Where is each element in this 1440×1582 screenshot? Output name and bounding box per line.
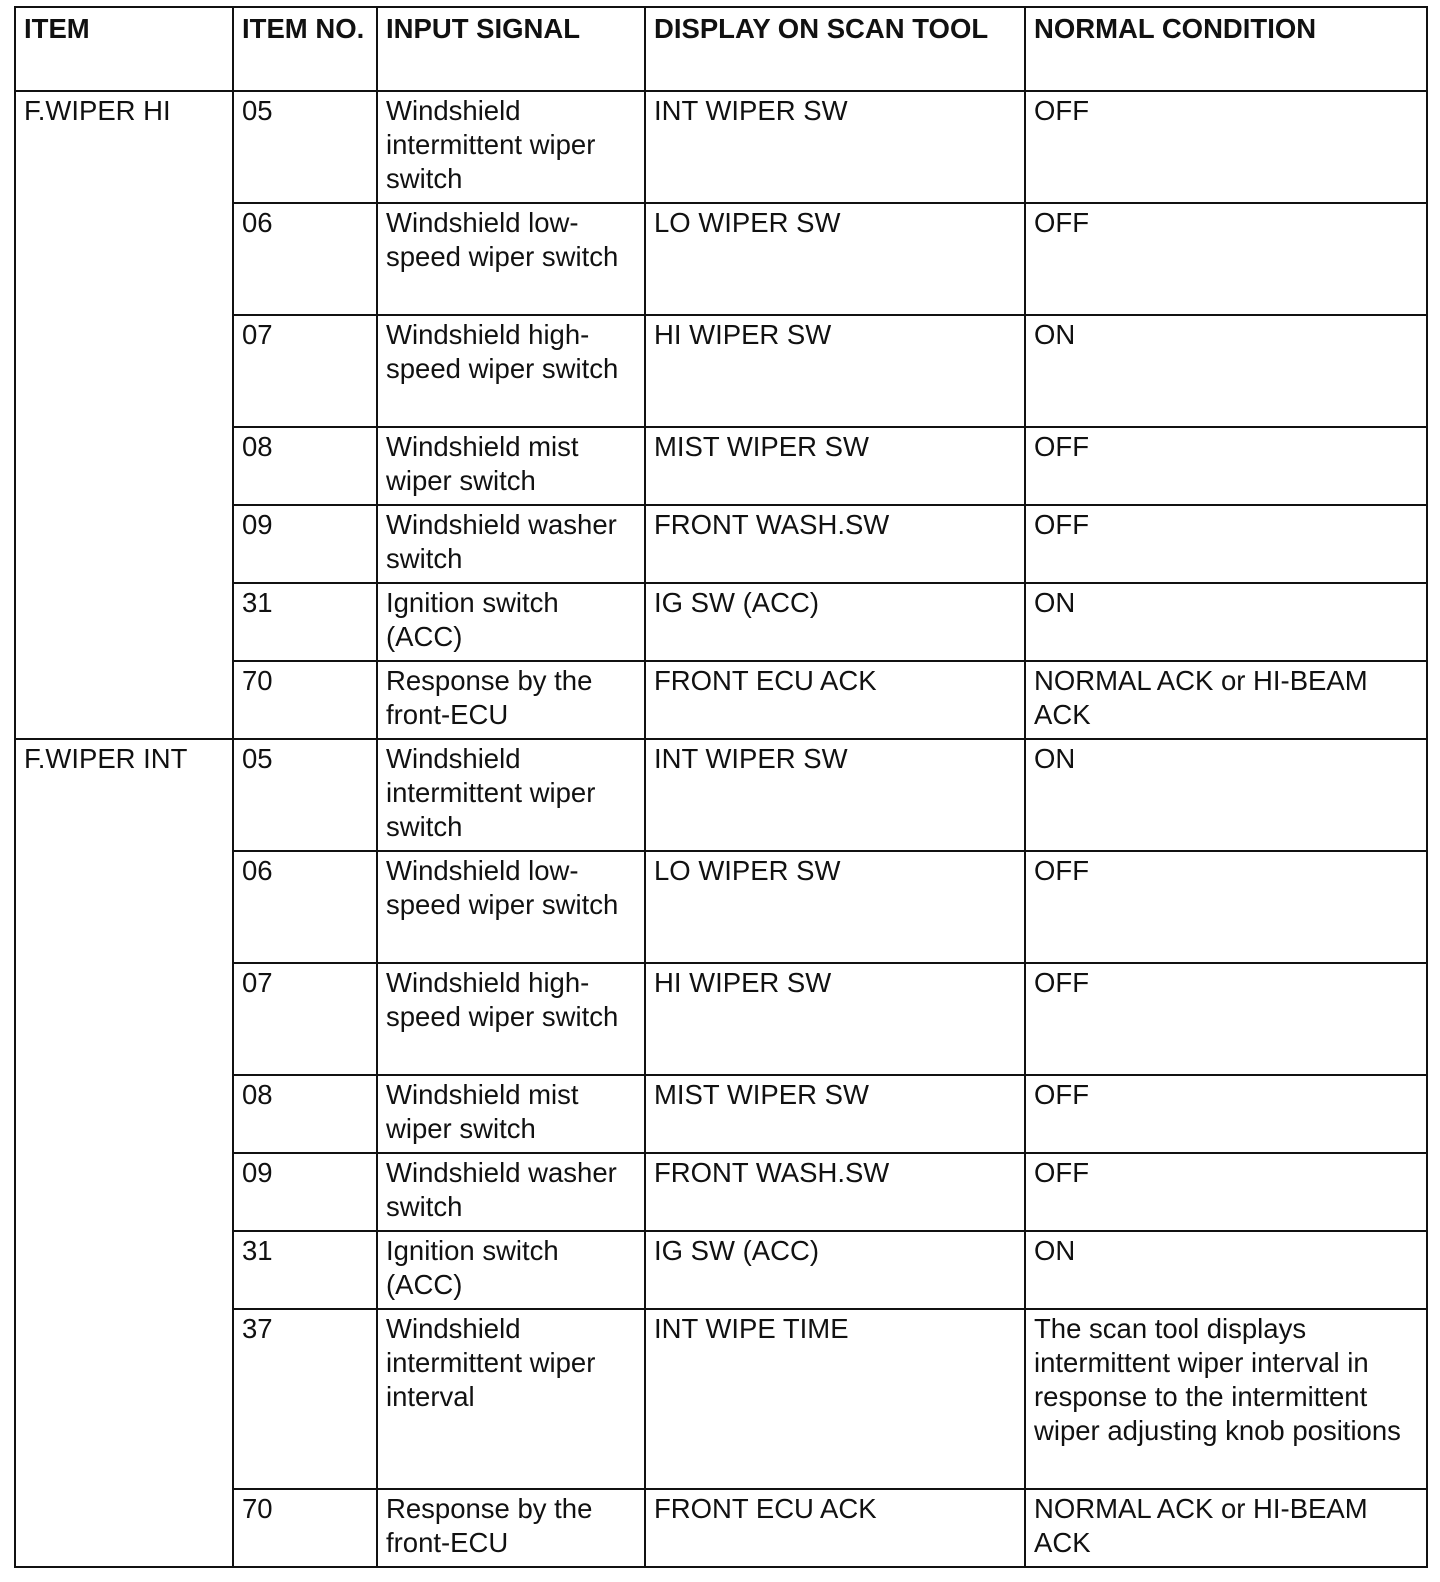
header-input-signal: INPUT SIGNAL [377,7,645,91]
input-signal-cell: Windshield high-speed wiper switch [377,963,645,1075]
input-signal-cell: Ignition switch (ACC) [377,583,645,661]
document-page [14,6,1426,1568]
display-cell: INT WIPER SW [645,739,1025,851]
item-no-cell: 70 [233,661,377,739]
normal-condition-cell: OFF [1025,505,1427,583]
table-row [15,739,1427,851]
item-no-cell: 06 [233,203,377,315]
input-signal-cell: Windshield washer switch [377,1153,645,1231]
normal-condition-cell: OFF [1025,851,1427,963]
item-no-cell: 70 [233,1489,377,1567]
input-signal-cell: Windshield low-speed wiper switch [377,203,645,315]
item-no-cell: 37 [233,1309,377,1489]
group-item-cell: F.WIPER HI [15,91,233,739]
group-item-cell: F.WIPER INT [15,739,233,1567]
input-signal-cell: Windshield intermittent wiper switch [377,91,645,203]
header-item: ITEM [15,7,233,91]
item-no-cell: 09 [233,505,377,583]
input-signal-cell: Windshield intermittent wiper switch [377,739,645,851]
display-cell: MIST WIPER SW [645,427,1025,505]
display-cell: LO WIPER SW [645,203,1025,315]
input-signal-cell: Response by the front-ECU [377,1489,645,1567]
normal-condition-cell: The scan tool displays intermittent wiper interval in response to the intermittent wiper adjusting knob positions [1025,1309,1427,1489]
input-signal-cell: Windshield washer switch [377,505,645,583]
item-no-cell: 06 [233,851,377,963]
normal-condition-cell: OFF [1025,1075,1427,1153]
display-cell: INT WIPER SW [645,91,1025,203]
display-cell: INT WIPE TIME [645,1309,1025,1489]
display-cell: LO WIPER SW [645,851,1025,963]
input-signal-cell: Ignition switch (ACC) [377,1231,645,1309]
normal-condition-cell: OFF [1025,427,1427,505]
table-row [15,91,1427,203]
header-row [15,7,1427,91]
display-cell: FRONT WASH.SW [645,1153,1025,1231]
display-cell: IG SW (ACC) [645,583,1025,661]
display-cell: HI WIPER SW [645,963,1025,1075]
display-cell: FRONT WASH.SW [645,505,1025,583]
input-signal-cell: Windshield low-speed wiper switch [377,851,645,963]
item-no-cell: 31 [233,583,377,661]
normal-condition-cell: OFF [1025,1153,1427,1231]
display-cell: FRONT ECU ACK [645,1489,1025,1567]
item-no-cell: 08 [233,427,377,505]
input-signal-cell: Response by the front-ECU [377,661,645,739]
input-signal-cell: Windshield mist wiper switch [377,1075,645,1153]
item-no-cell: 07 [233,963,377,1075]
item-no-cell: 08 [233,1075,377,1153]
normal-condition-cell: NORMAL ACK or HI-BEAM ACK [1025,661,1427,739]
input-signal-cell: Windshield intermittent wiper interval [377,1309,645,1489]
display-cell: HI WIPER SW [645,315,1025,427]
item-no-cell: 31 [233,1231,377,1309]
normal-condition-cell: ON [1025,739,1427,851]
header-normal-condition: NORMAL CONDITION [1025,7,1427,91]
normal-condition-cell: ON [1025,315,1427,427]
display-cell: MIST WIPER SW [645,1075,1025,1153]
normal-condition-cell: OFF [1025,91,1427,203]
item-no-cell: 05 [233,739,377,851]
scan-tool-data-table [14,6,1428,1568]
normal-condition-cell: OFF [1025,963,1427,1075]
normal-condition-cell: ON [1025,583,1427,661]
header-display-on-scan-tool: DISPLAY ON SCAN TOOL [645,7,1025,91]
normal-condition-cell: ON [1025,1231,1427,1309]
normal-condition-cell: OFF [1025,203,1427,315]
normal-condition-cell: NORMAL ACK or HI-BEAM ACK [1025,1489,1427,1567]
input-signal-cell: Windshield mist wiper switch [377,427,645,505]
item-no-cell: 07 [233,315,377,427]
display-cell: FRONT ECU ACK [645,661,1025,739]
item-no-cell: 05 [233,91,377,203]
item-no-cell: 09 [233,1153,377,1231]
input-signal-cell: Windshield high-speed wiper switch [377,315,645,427]
header-item-no: ITEM NO. [233,7,377,91]
display-cell: IG SW (ACC) [645,1231,1025,1309]
